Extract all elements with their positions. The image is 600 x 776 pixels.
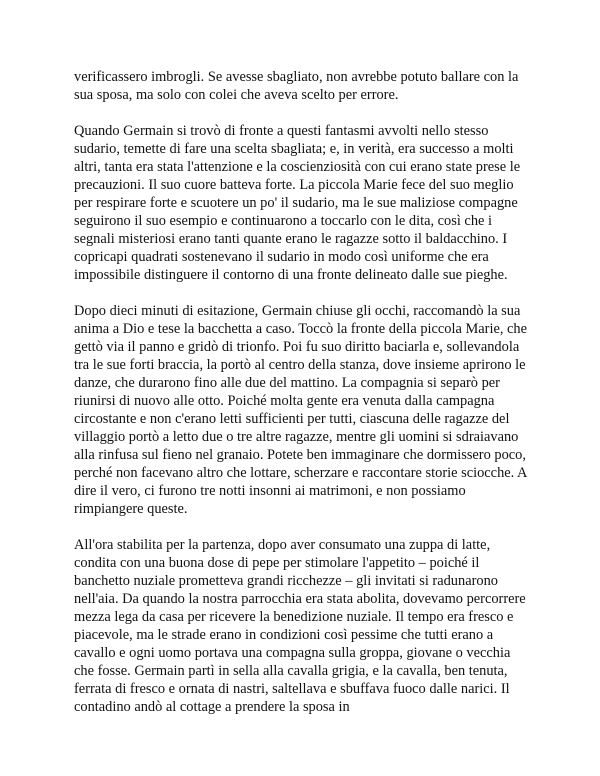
paragraph-4: All'ora stabilita per la partenza, dopo aver consumato una zuppa di latte, condita con una buona dose di pepe per stimolare l'appetito – poiché il banchetto nuziale prometteva grandi ricchezze – gli invitati si radunarono nell'aia. Da quando la nostra parrocchia era stata abolita, dovevamo percorrere mezza lega da casa per ricevere la benedizione nuziale. Il tempo era fresco e piacevole, ma le strade erano in condizioni così pessime che tutti erano a cavallo e ogni uomo portava una compagna sulla groppa, giovane o vecchia che fosse. Germain partì in sella alla cavalla grigia, e la cavalla, ben tenuta, ferrata di fresco e ornata di nastri, saltellava e sbuffava fuoco dalle narici. Il contadino andò al cottage a prendere la sposa in xyxy=(74,537,526,715)
paragraph-3: Dopo dieci minuti di esitazione, Germain chiuse gli occhi, raccomandò la sua anima a Dio e tese la bacchetta a caso. Toccò la fronte della piccola Marie, che gettò via il panno e gridò di trionfo. Poi fu suo diritto baciarla e, sollevandola tra le sue forti braccia, la portò al centro della stanza, dove insieme aprirono le danze, che durarono fino alle due del mattino. La compagnia si separò per riunirsi di nuovo alle otto. Poiché molta gente era venuta dalla campagna circostante e non c'erano letti sufficienti per tutti, ciascuna delle ragazze del villaggio portò a letto due o tre altre ragazze, mentre gli uomini si sdraiavano alla rinfusa sul fieno nel granaio. Potete ben immaginare che dormissero poco, perché non facevano altro che lottare, scherzare e raccontare storie sciocche. A dire il vero, ci furono tre notti insonni ai matrimoni, e non possiamo rimpiangere queste. xyxy=(74,303,528,517)
paragraph-1: verificassero imbrogli. Se avesse sbagliato, non avrebbe potuto ballare con la sua sposa, ma solo con colei che aveva scelto per errore. xyxy=(74,69,519,103)
paragraph-2: Quando Germain si trovò di fronte a questi fantasmi avvolti nello stesso sudario, temette di fare una scelta sbagliata; e, in verità, era successo a molti altri, tanta era stata l'attenzione e la coscienziosità con cui erano state prese le precauzioni. Il suo cuore batteva forte. La piccola Marie fece del suo meglio per respirare forte e scuotere un po' il sudario, ma le sue maliziose compagne seguirono il suo esempio e continuarono a toccarlo con le dita, così che i segnali misteriosi erano tanti quante erano le ragazze sotto il baldacchino. I copricapi quadrati sostenevano il sudario in modo così uniforme che era impossibile distinguere il contorno di una fronte delineato dalle sue pieghe. xyxy=(74,123,521,283)
document-page xyxy=(74,68,532,716)
